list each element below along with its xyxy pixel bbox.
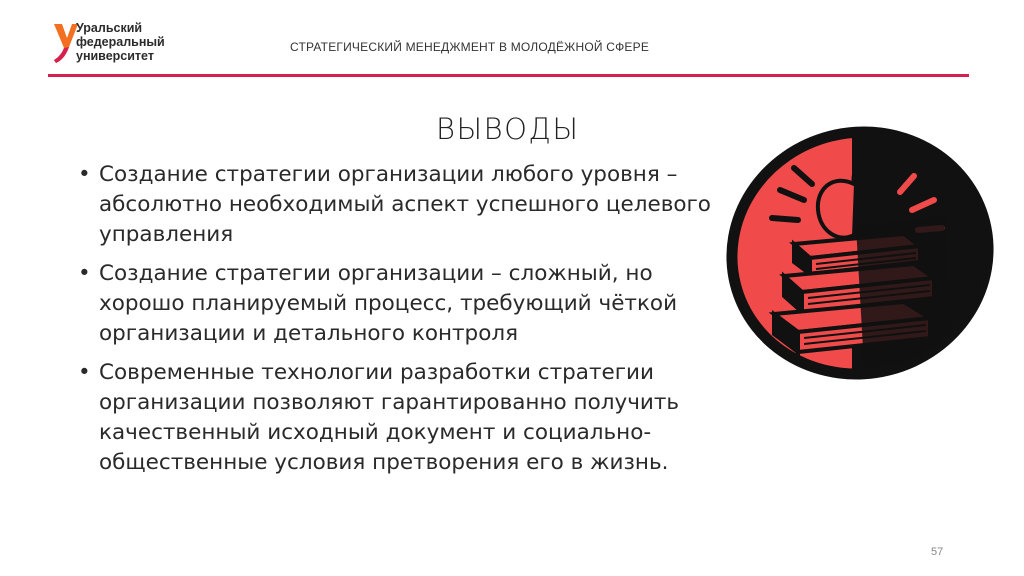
page-number: 57 xyxy=(931,546,944,558)
bullet-item-3: • Современные технологии разработки стратегии организации позволяют гарантированно получить качественный исходный документ и социально-общественные условия претворения его в жизнь. xyxy=(78,358,738,478)
slide-title: ВЫВОДЫ xyxy=(436,112,580,146)
books-and-apple-icon xyxy=(724,126,996,380)
logo-line-3: университет xyxy=(76,49,154,63)
logo-line-2: федеральный xyxy=(76,35,165,49)
header-divider xyxy=(48,74,969,77)
bullet-item-2: • Создание стратегии организации – сложный, но хорошо планируемый процесс, требующий чёткой организации и детального контроля xyxy=(78,259,738,349)
logo-text xyxy=(76,21,165,63)
header-title: СТРАТЕГИЧЕСКИЙ МЕНЕДЖМЕНТ В МОЛОДЁЖНОЙ СФЕРЕ xyxy=(290,40,650,54)
bullet-item-1: • Создание стратегии организации любого уровня – абсолютно необходимый аспект успешного целевого управления xyxy=(78,160,738,250)
logo-line-1: Уральский xyxy=(76,21,143,35)
bullet-list xyxy=(78,160,738,487)
